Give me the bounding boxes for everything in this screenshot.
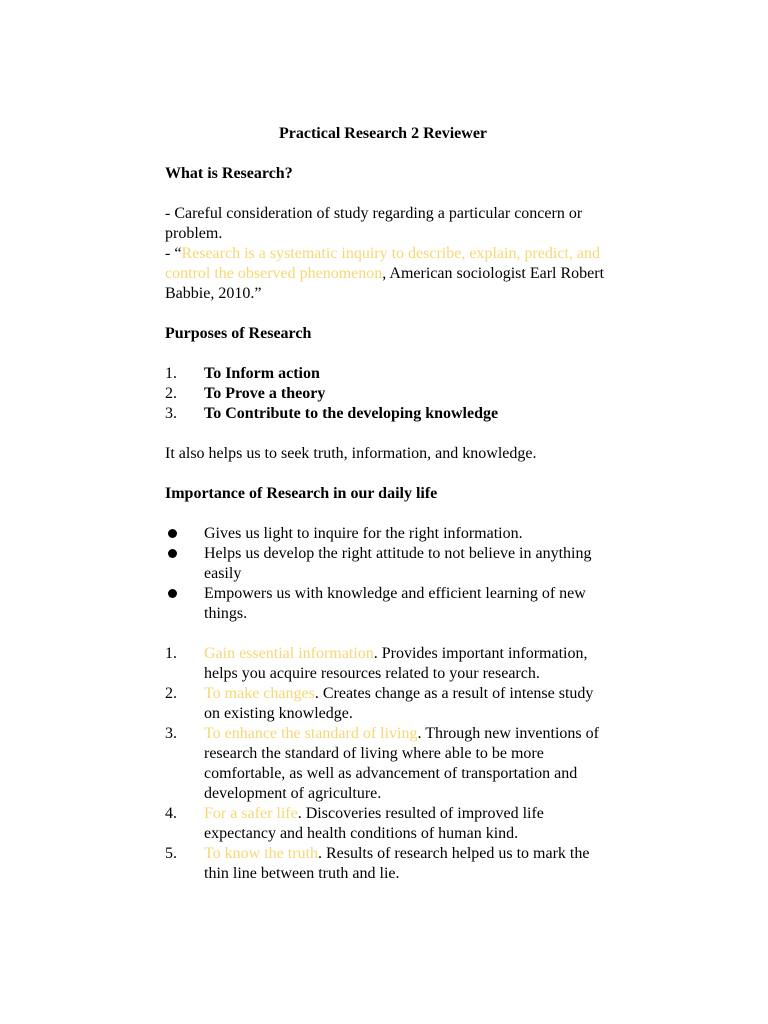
importance-highlight: For a safer life bbox=[204, 805, 298, 822]
heading-importance: Importance of Research in our daily life bbox=[165, 485, 438, 502]
list-number: 2. bbox=[165, 685, 177, 702]
list-number: 1. bbox=[165, 645, 177, 662]
purpose-item bbox=[165, 384, 605, 404]
bullet-item bbox=[165, 544, 605, 584]
document-body bbox=[165, 124, 605, 884]
purpose-text: To Contribute to the developing knowledge bbox=[204, 405, 499, 422]
list-number: 5. bbox=[165, 845, 177, 862]
importance-highlight: To make changes bbox=[204, 685, 315, 702]
importance-item bbox=[165, 644, 605, 684]
list-number: 3. bbox=[165, 405, 177, 422]
bullet-text: Helps us develop the right attitude to not believe in anything easily bbox=[204, 545, 592, 582]
importance-item bbox=[165, 724, 605, 804]
importance-text: . Discoveries resulted of improved life expectancy and health conditions of human kind. bbox=[204, 805, 544, 842]
importance-highlight: Gain essential information bbox=[204, 645, 374, 662]
importance-item bbox=[165, 844, 605, 884]
definition-line-2 bbox=[165, 244, 605, 304]
quote-open: - “ bbox=[165, 245, 182, 262]
definition-highlight: Research is a systematic inquiry to describe, explain, predict, and control the observed phenomenon bbox=[165, 245, 600, 282]
importance-text: . Results of research helped us to mark the thin line between truth and lie. bbox=[204, 845, 590, 882]
importance-text: . Creates change as a result of intense study on existing knowledge. bbox=[204, 685, 594, 722]
importance-text: . Through new inventions of research the standard of living where able to be more comfortable, as well as advancement of transportation and development of agriculture. bbox=[204, 725, 599, 802]
bullet-text: Gives us light to inquire for the right information. bbox=[204, 525, 523, 542]
bullet-icon bbox=[165, 544, 204, 584]
page-title: Practical Research 2 Reviewer bbox=[278, 125, 488, 142]
bullet-item bbox=[165, 584, 605, 624]
definition-line-1: - Careful consideration of study regarding a particular concern or problem. bbox=[165, 205, 583, 242]
bullet-text: Empowers us with knowledge and efficient learning of new things. bbox=[204, 585, 586, 622]
importance-highlight: To know the truth bbox=[204, 845, 318, 862]
list-number: 4. bbox=[165, 805, 177, 822]
definition-attribution: , American sociologist Earl Robert Babbie, 2010.” bbox=[165, 265, 605, 302]
purpose-text: To Inform action bbox=[204, 365, 320, 382]
list-number: 1. bbox=[165, 365, 177, 382]
bullet-icon bbox=[165, 584, 204, 624]
importance-item bbox=[165, 684, 605, 724]
bullet-item bbox=[165, 524, 605, 544]
bullet-icon bbox=[165, 524, 204, 544]
purpose-item bbox=[165, 404, 605, 424]
heading-what-is-research: What is Research? bbox=[165, 165, 293, 182]
purpose-text: To Prove a theory bbox=[204, 385, 326, 402]
importance-text: . Provides important information, helps you acquire resources related to your research. bbox=[204, 645, 588, 682]
importance-item bbox=[165, 804, 605, 844]
list-number: 2. bbox=[165, 385, 177, 402]
heading-purposes: Purposes of Research bbox=[165, 325, 312, 342]
importance-highlight: To enhance the standard of living bbox=[204, 725, 418, 742]
purposes-note: It also helps us to seek truth, information, and knowledge. bbox=[165, 445, 537, 462]
list-number: 3. bbox=[165, 725, 177, 742]
purpose-item bbox=[165, 364, 605, 384]
